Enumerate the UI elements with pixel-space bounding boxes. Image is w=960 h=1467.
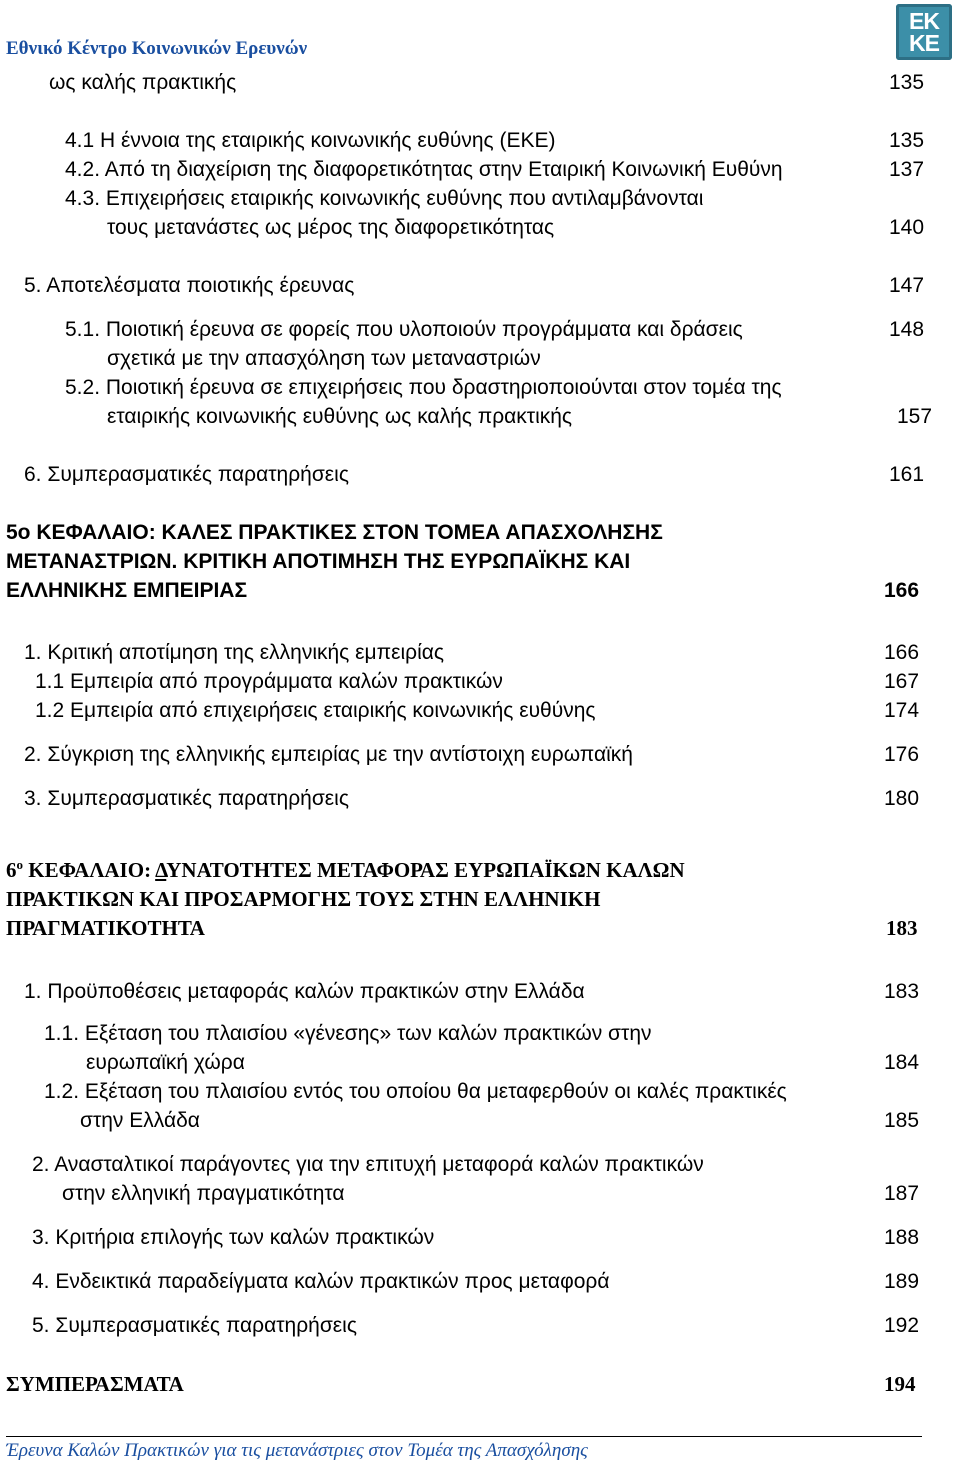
toc-entry-text: 4.1 Η έννοια της εταιρικής κοινωνικής ευθύνης (ΕΚΕ)	[65, 129, 556, 152]
toc-entry-text: 3. Συμπερασματικές παρατηρήσεις	[24, 787, 349, 810]
toc-entry-text: 2. Ανασταλτικοί παράγοντες για την επιτυχή μεταφορά καλών πρακτικών	[32, 1153, 704, 1176]
toc-entry-text: ευρωπαϊκή χώρα	[86, 1051, 245, 1074]
toc-entry-page: 166	[884, 641, 920, 664]
toc-entry-text: 1.1 Εμπειρία από προγράμματα καλών πρακτικών	[35, 670, 503, 693]
toc-entry-page: 176	[884, 743, 920, 766]
toc-entry-text: 1.2 Εμπειρία από επιχειρήσεις εταιρικής κοινωνικής ευθύνης	[35, 699, 596, 722]
chapter-heading: 5ο ΚΕΦΑΛΑΙΟ: ΚΑΛΕΣ ΠΡΑΚΤΙΚΕΣ ΣΤΟΝ ΤΟΜΕΑ ΑΠΑΣΧΟΛΗΣΗΣ	[6, 521, 663, 544]
toc-entry-text: 5. Αποτελέσματα ποιοτικής έρευνας	[24, 274, 355, 297]
toc-entry-page: 184	[884, 1051, 920, 1074]
toc-entry-page: 194	[884, 1372, 916, 1396]
toc-entry-page: 188	[884, 1226, 920, 1249]
toc-entry-text: 4.3. Επιχειρήσεις εταιρικής κοινωνικής ευθύνης που αντιλαμβάνονται	[65, 187, 704, 210]
toc-entry-page: 174	[884, 699, 920, 722]
toc-entry-text: 4. Ενδεικτικά παραδείγματα καλών πρακτικών προς μεταφορά	[32, 1270, 610, 1293]
toc-entry-text: ως καλής πρακτικής	[49, 71, 237, 94]
toc-entry-text: 6. Συμπερασματικές παρατηρήσεις	[24, 463, 349, 486]
ekke-logo	[896, 4, 952, 60]
toc-entry-text: 1. Κριτική αποτίμηση της ελληνικής εμπειρίας	[24, 641, 444, 664]
toc-entry-text: εταιρικής κοινωνικής ευθύνης ως καλής πρακτικής	[107, 405, 573, 428]
toc-entry-page: 161	[889, 463, 925, 486]
chapter-heading-underlined-letter: Δ	[155, 858, 167, 882]
toc-entry-text: 1.2. Εξέταση του πλαισίου εντός του οποίου θα μεταφερθούν οι καλές πρακτικές	[44, 1080, 787, 1103]
toc-entry-page: 185	[884, 1109, 920, 1132]
conclusions-heading: ΣΥΜΠΕΡΑΣΜΑΤΑ	[6, 1372, 184, 1396]
chapter-heading-part: ΥΝΑΤΟΤΗΤΕΣ ΜΕΤΑΦΟΡΑΣ ΕΥΡΩΠΑΪΚΩΝ ΚΑΛΩΝ	[166, 858, 685, 882]
toc-entry-page: 183	[884, 980, 920, 1003]
toc-entry-text: 5.2. Ποιοτική έρευνα σε επιχειρήσεις που δραστηριοποιούνται στον τομέα της	[65, 376, 782, 399]
toc-entry-page: 148	[889, 318, 925, 341]
toc-entry-page: 189	[884, 1270, 920, 1293]
toc-entry-page: 140	[889, 216, 925, 239]
toc-entry-text: 5.1. Ποιοτική έρευνα σε φορείς που υλοποιούν προγράμματα και δράσεις	[65, 318, 743, 341]
toc-entry-page: 192	[884, 1314, 920, 1337]
chapter-heading: ΕΛΛΗΝΙΚΗΣ ΕΜΠΕΙΡΙΑΣ	[6, 579, 248, 602]
toc-entry-page: 147	[889, 274, 925, 297]
toc-entry-page: 135	[889, 71, 925, 94]
chapter-number: 6	[6, 858, 17, 882]
footer-divider	[6, 1436, 922, 1437]
toc-entry-text: 1. Προϋποθέσεις μεταφοράς καλών πρακτικών στην Ελλάδα	[24, 980, 585, 1003]
toc-entry-page: 137	[889, 158, 925, 181]
chapter-heading-part: ΚΕΦΑΛΑΙΟ:	[23, 858, 156, 882]
toc-entry-page: 183	[886, 916, 918, 940]
toc-entry-text: στην Ελλάδα	[80, 1109, 200, 1132]
toc-entry-page: 157	[897, 405, 933, 428]
toc-entry-page: 167	[884, 670, 920, 693]
toc-entry-page: 166	[884, 579, 920, 602]
toc-entry-text: τους μετανάστες ως μέρος της διαφορετικότητας	[107, 216, 555, 239]
logo-text-top: ΕΚ	[909, 8, 939, 34]
header-title: Εθνικό Κέντρο Κοινωνικών Ερευνών	[6, 38, 308, 59]
footer-text: Έρευνα Καλών Πρακτικών για τις μετανάστριες στον Τομέα της Απασχόλησης	[6, 1440, 588, 1461]
chapter-heading: ΠΡΑΓΜΑΤΙΚΟΤΗΤΑ	[6, 916, 205, 940]
toc-entry-text: σχετικά με την απασχόληση των μεταναστριών	[107, 347, 541, 370]
chapter-heading	[6, 857, 685, 883]
toc-entry-text: 1.1. Εξέταση του πλαισίου «γένεσης» των καλών πρακτικών στην	[44, 1022, 652, 1045]
toc-entry-text: 4.2. Από τη διαχείριση της διαφορετικότητας στην Εταιρική Κοινωνική Ευθύνη	[65, 158, 783, 181]
toc-entry-text: στην ελληνική πραγματικότητα	[62, 1182, 345, 1205]
toc-entry-page: 180	[884, 787, 920, 810]
toc-entry-text: 5. Συμπερασματικές παρατηρήσεις	[32, 1314, 357, 1337]
toc-entry-text: 2. Σύγκριση της ελληνικής εμπειρίας με την αντίστοιχη ευρωπαϊκή	[24, 743, 633, 766]
chapter-heading: ΜΕΤΑΝΑΣΤΡΙΩΝ. ΚΡΙΤΙΚΗ ΑΠΟΤΙΜΗΣΗ ΤΗΣ ΕΥΡΩΠΑΪΚΗΣ ΚΑΙ	[6, 550, 631, 573]
chapter-heading: ΠΡΑΚΤΙΚΩΝ ΚΑΙ ΠΡΟΣΑΡΜΟΓΗΣ ΤΟΥΣ ΣΤΗΝ ΕΛΛΗΝΙΚΗ	[6, 887, 601, 911]
toc-entry-page: 187	[884, 1182, 920, 1205]
toc-entry-text: 3. Κριτήρια επιλογής των καλών πρακτικών	[32, 1226, 435, 1249]
toc-entry-page: 135	[889, 129, 925, 152]
logo-text-bottom: ΚΕ	[909, 30, 939, 56]
chapter-number-superscript: ο	[16, 857, 23, 872]
